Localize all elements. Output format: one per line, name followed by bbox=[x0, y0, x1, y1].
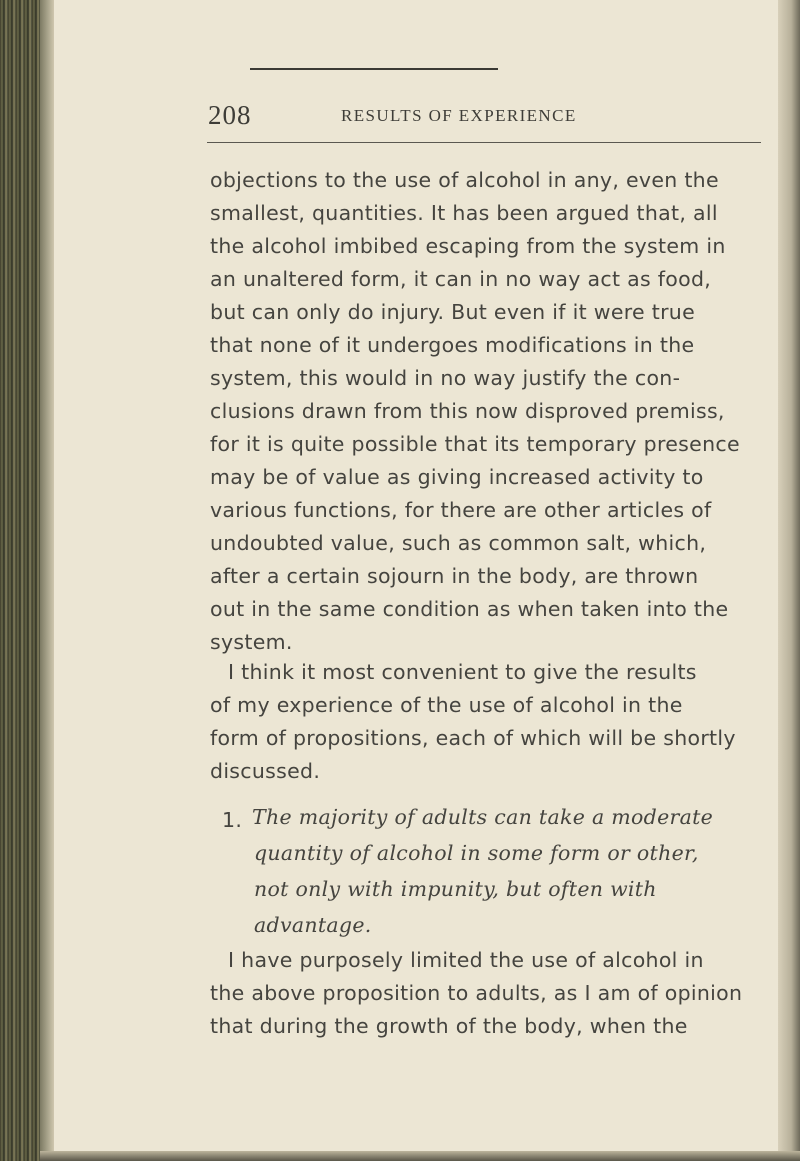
page-edge-right bbox=[778, 0, 800, 1161]
text-line: objections to the use of alcohol in any, even the bbox=[210, 168, 719, 192]
header-rule bbox=[207, 142, 761, 143]
text-line: I have purposely limited the use of alcohol in bbox=[228, 948, 704, 972]
text-line: for it is quite possible that its temporary presence bbox=[210, 432, 740, 456]
proposition-line: advantage. bbox=[254, 913, 372, 937]
text-line: the above proposition to adults, as I am of opinion bbox=[210, 981, 743, 1005]
proposition-line: not only with impunity, but often with bbox=[254, 877, 657, 901]
text-line: clusions drawn from this now disproved premiss, bbox=[210, 399, 725, 423]
text-line: out in the same condition as when taken into the bbox=[210, 597, 729, 621]
running-head: RESULTS OF EXPERIENCE bbox=[341, 106, 577, 125]
text-line: that none of it undergoes modifications in the bbox=[210, 333, 695, 357]
text-line: undoubted value, such as common salt, which, bbox=[210, 531, 707, 555]
text-line: form of propositions, each of which will be shortly bbox=[210, 726, 736, 750]
text-line: system. bbox=[210, 630, 293, 654]
text-line: an unaltered form, it can in no way act as food, bbox=[210, 267, 712, 291]
page-edge-bottom bbox=[40, 1151, 800, 1161]
text-line: that during the growth of the body, when the bbox=[210, 1014, 688, 1038]
text-line: system, this would in no way justify the con- bbox=[210, 366, 681, 390]
proposition-line: quantity of alcohol in some form or other, bbox=[254, 841, 699, 865]
text-line: may be of value as giving increased activity to bbox=[210, 465, 704, 489]
text-line: but can only do injury. But even if it were true bbox=[210, 300, 696, 324]
page-number: 208 bbox=[208, 100, 252, 130]
proposition-number: 1. bbox=[222, 808, 243, 832]
binding-shadow bbox=[40, 0, 54, 1161]
book-spine bbox=[0, 0, 40, 1161]
text-line: I think it most convenient to give the results bbox=[228, 660, 697, 684]
text-line: of my experience of the use of alcohol in the bbox=[210, 693, 683, 717]
text-line: discussed. bbox=[210, 759, 321, 783]
text-line: after a certain sojourn in the body, are thrown bbox=[210, 564, 699, 588]
top-rule bbox=[250, 68, 498, 70]
text-line: various functions, for there are other articles of bbox=[210, 498, 712, 522]
text-line: the alcohol imbibed escaping from the system in bbox=[210, 234, 726, 258]
proposition-line: The majority of adults can take a moderate bbox=[252, 805, 714, 829]
text-line: smallest, quantities. It has been argued that, all bbox=[210, 201, 718, 225]
